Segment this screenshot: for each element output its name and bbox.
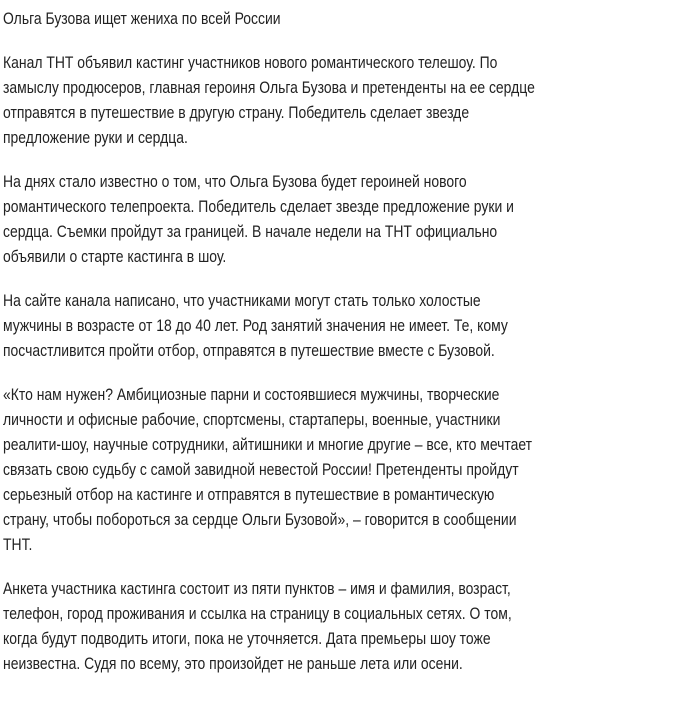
text-line: реалити-шоу, научные сотрудники, айтишники и многие другие – все, кто мечтает [3,435,533,454]
article-title: Ольга Бузова ищет жениха по всей России [3,9,281,28]
text-line: личности и офисные рабочие, спортсмены, стартаперы, военные, участники [3,410,501,429]
text-line: Анкета участника кастинга состоит из пяти пунктов – имя и фамилия, возраст, [3,579,511,598]
text-line: мужчины в возрасте от 18 до 40 лет. Род занятий значения не имеет. Те, кому [3,316,508,335]
paragraph-4-quote [3,382,675,557]
article [3,0,675,676]
text-line: На сайте канала написано, что участниками могут стать только холостые [3,291,481,310]
text-line: объявили о старте кастинга в шоу. [3,247,227,266]
text-line: «Кто нам нужен? Амбициозные парни и состоявшиеся мужчины, творческие [3,385,500,404]
text-line: когда будут подводить итоги, пока не уточняется. Дата премьеры шоу тоже [3,629,491,648]
paragraph-2 [3,169,675,269]
text-line: неизвестна. Судя по всему, это произойдет не раньше лета или осени. [3,654,463,673]
text-line: серьезный отбор на кастинге и отправятся в путешествие в романтическую [3,485,495,504]
paragraph-1 [3,50,675,150]
text-line: предложение руки и сердца. [3,128,188,147]
text-line: связать свою судьбу с самой завидной невестой России! Претенденты пройдут [3,460,519,479]
paragraph-5 [3,576,675,676]
text-line: романтического телепроекта. Победитель сделает звезде предложение руки и [3,197,514,216]
text-line: отправятся в путешествие в другую страну. Победитель сделает звезде [3,103,470,122]
text-line: замыслу продюсеров, главная героиня Ольга Бузова и претенденты на ее сердце [3,78,535,97]
text-line: На днях стало известно о том, что Ольга Бузова будет героиней нового [3,172,467,191]
text-line: сердца. Съемки пройдут за границей. В начале недели на ТНТ официально [3,222,498,241]
paragraph-3 [3,288,675,363]
text-line: ТНТ. [3,535,33,554]
text-line: телефон, город проживания и ссылка на страницу в социальных сетях. О том, [3,604,512,623]
text-line: Канал ТНТ объявил кастинг участников нового романтического телешоу. По [3,53,498,72]
text-line: посчастливится пройти отбор, отправятся в путешествие вместе с Бузовой. [3,341,495,360]
text-line: страну, чтобы побороться за сердце Ольги Бузовой», – говорится в сообщении [3,510,517,529]
